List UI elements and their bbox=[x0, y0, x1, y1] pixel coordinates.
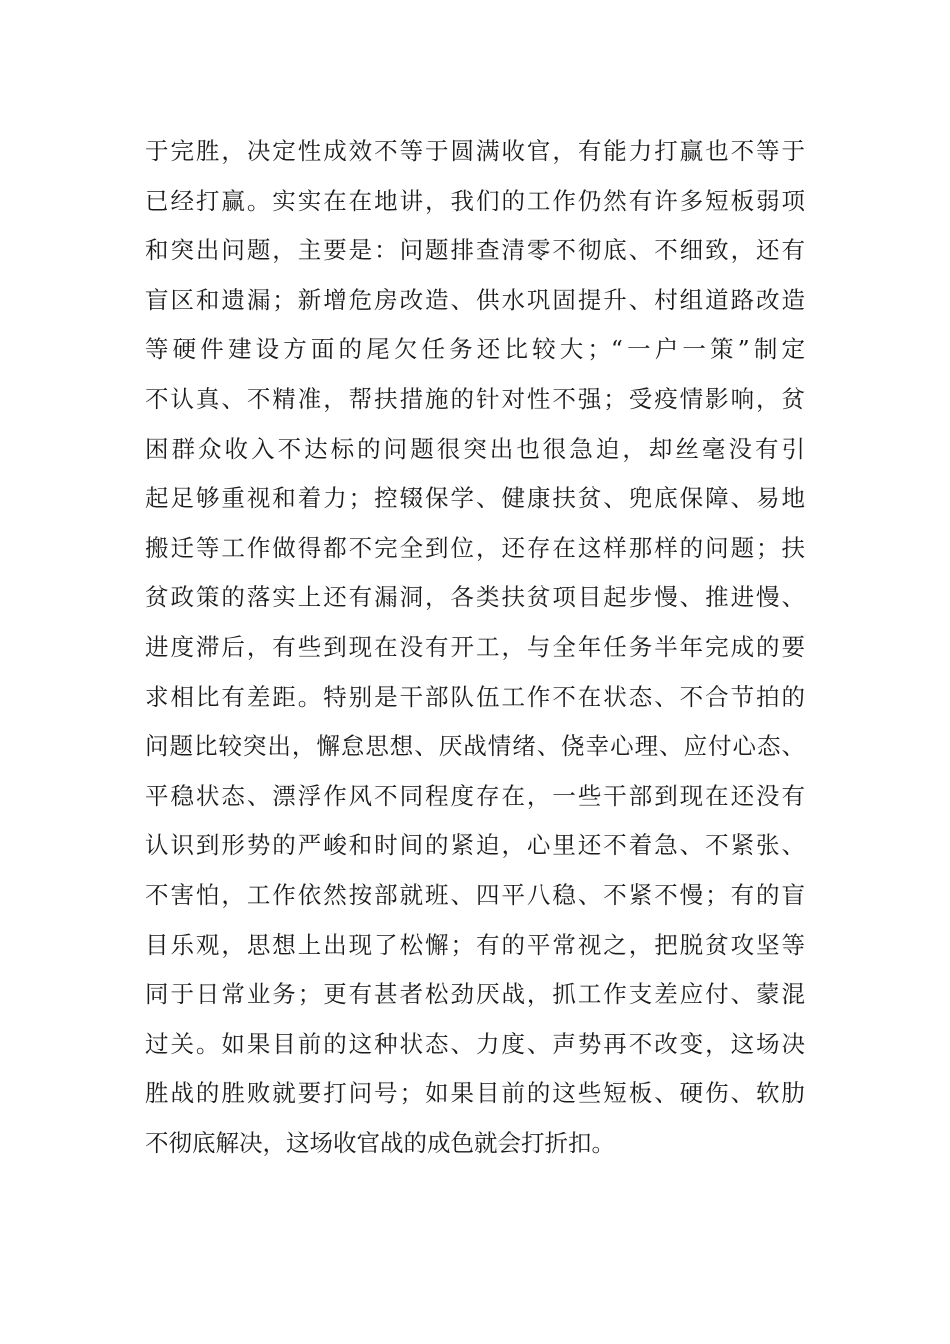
text-line: 困群众收入不达标的问题很突出也很急迫，却丝毫没有引 bbox=[145, 434, 805, 463]
text-line: 过关。如果目前的这种状态、力度、声势再不改变，这场决 bbox=[145, 1029, 805, 1058]
text-line: 不彻底解决，这场收官战的成色就会打折扣。 bbox=[145, 1128, 615, 1157]
text-line: 认识到形势的严峻和时间的紧迫，心里还不着急、不紧张、 bbox=[145, 831, 805, 860]
text-line: 搬迁等工作做得都不完全到位，还存在这样那样的问题；扶 bbox=[145, 533, 805, 562]
text-line: 求相比有差距。特别是干部队伍工作不在状态、不合节拍的 bbox=[145, 682, 805, 711]
text-line: 起足够重视和着力；控辍保学、健康扶贫、兜底保障、易地 bbox=[145, 484, 805, 513]
text-line: 目乐观，思想上出现了松懈；有的平常视之，把脱贫攻坚等 bbox=[145, 930, 805, 959]
text-line: 于完胜，决定性成效不等于圆满收官，有能力打赢也不等于 bbox=[145, 137, 805, 165]
text-line: 同于日常业务；更有甚者松劲厌战，抓工作支差应付、蒙混 bbox=[145, 980, 805, 1009]
text-line: 盲区和遗漏；新增危房改造、供水巩固提升、村组道路改造 bbox=[145, 285, 805, 314]
body-paragraph bbox=[145, 127, 805, 1168]
text-line: 和突出问题，主要是：问题排查清零不彻底、不细致，还有 bbox=[145, 236, 805, 265]
text-line: 问题比较突出，懈怠思想、厌战情绪、侥幸心理、应付心态、 bbox=[145, 732, 805, 761]
text-line: 平稳状态、漂浮作风不同程度存在，一些干部到现在还没有 bbox=[145, 781, 805, 810]
text-line: 等硬件建设方面的尾欠任务还比较大；“一户一策”制定 bbox=[145, 335, 805, 364]
text-line: 不认真、不精准，帮扶措施的针对性不强；受疫情影响，贫 bbox=[145, 384, 805, 413]
text-line: 已经打赢。实实在在地讲，我们的工作仍然有许多短板弱项 bbox=[145, 186, 805, 215]
text-line: 胜战的胜败就要打问号；如果目前的这些短板、硬伤、软肋 bbox=[145, 1079, 805, 1108]
text-line: 贫政策的落实上还有漏洞，各类扶贫项目起步慢、推进慢、 bbox=[145, 583, 805, 612]
text-line: 进度滞后，有些到现在没有开工，与全年任务半年完成的要 bbox=[145, 632, 805, 661]
text-line: 不害怕，工作依然按部就班、四平八稳、不紧不慢；有的盲 bbox=[145, 880, 805, 909]
